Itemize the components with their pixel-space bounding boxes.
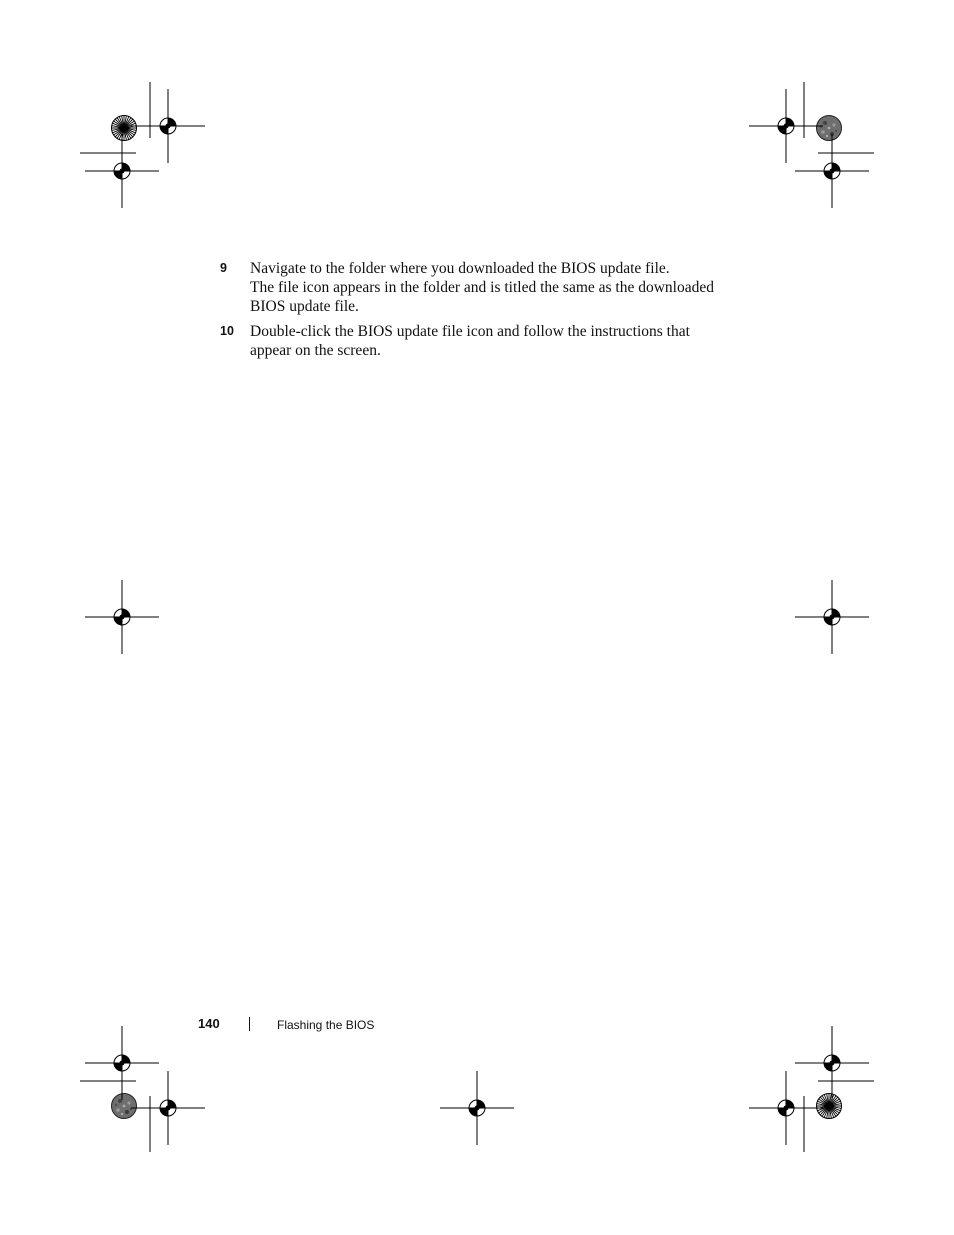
step-text <box>250 322 730 360</box>
step-line: The file icon appears in the folder and is titled the same as the downloaded <box>250 279 714 296</box>
section-title: Flashing the BIOS <box>277 1018 375 1032</box>
step-line: BIOS update file. <box>250 298 359 315</box>
step-number: 9 <box>220 261 227 275</box>
step-line: Navigate to the folder where you downloaded the BIOS update file. <box>250 260 670 277</box>
footer-divider <box>249 1017 250 1031</box>
page-number: 140 <box>198 1016 220 1031</box>
step-line: appear on the screen. <box>250 342 381 359</box>
step-line: Double-click the BIOS update file icon and follow the instructions that <box>250 323 690 340</box>
step-number: 10 <box>220 324 234 338</box>
step-text <box>250 259 730 316</box>
